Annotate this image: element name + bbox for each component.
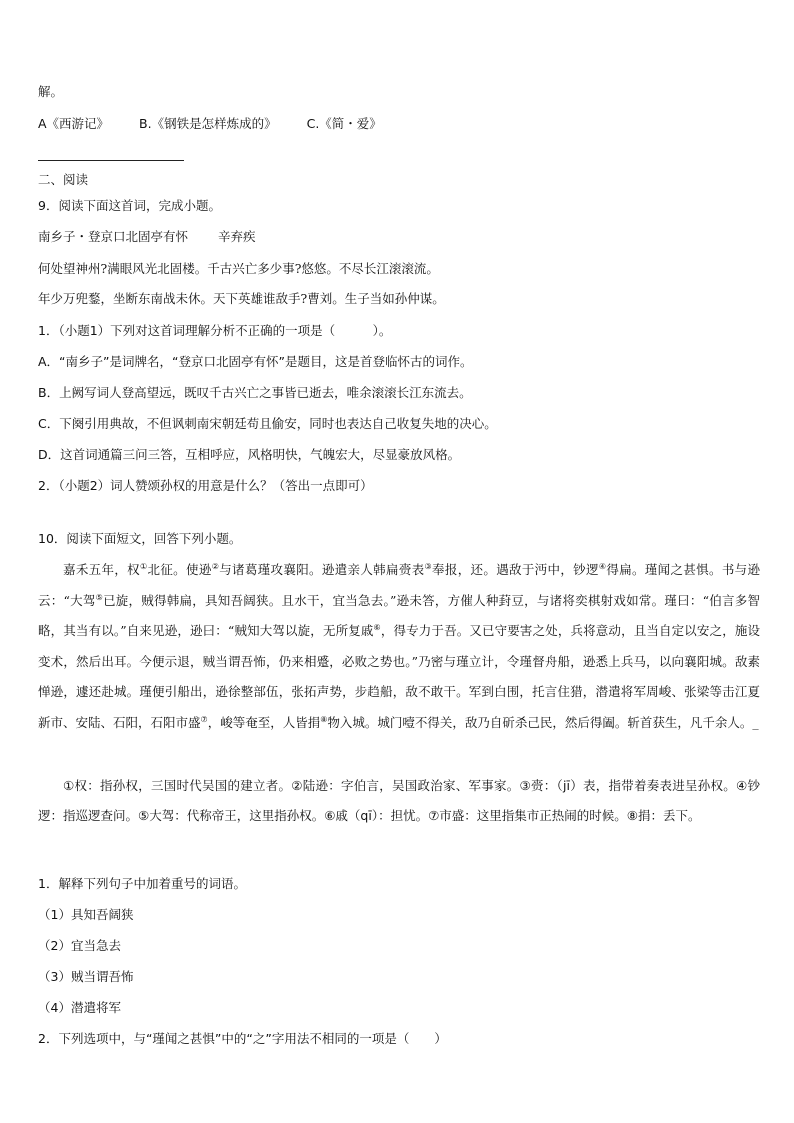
- q9-sub2: 2．（小题2）词人赞颂孙权的用意是什么？（答出一点即可）: [38, 478, 373, 493]
- q9-stem: 9．阅读下面这首词，完成小题。: [38, 198, 221, 213]
- poem-author: 辛弃疾: [217, 229, 256, 244]
- q9-option-d: D．这首词通篇三问三答，互相呼应，风格明快，气魄宏大，尽显豪放风格。: [38, 447, 461, 462]
- q10-item-3: （3）贼当谓吾怖: [38, 969, 134, 984]
- footnotes: ①权：指孙权，三国时代吴国的建立者。②陆逊：字伯言，吴国政治家、军事家。③赍：（jī）表，指带着奏表进呈孙权。④钞逻：指巡逻查问。⑤大驾：代称帝王，这里指孙权。⑥戚（qī）：担忧。⑦市盛：这里指集市正热闹的时候。⑧捐：丢下。: [38, 778, 760, 823]
- q9-option-b: B．上阙写词人登高望远，既叹千古兴亡之事皆已逝去，唯余滚滚长江东流去。: [38, 385, 472, 400]
- poem-heading: [38, 229, 256, 245]
- classical-passage: 嘉禾五年，权①北征。使逊②与诸葛瑾攻襄阳。逊遣亲人韩扁赍表③奉报，还。遇敌于沔中，钞逻④得扁。瑾闻之甚惧。书与逊云：“大驾⑤已旋，贼得韩扁，具知吾阔狭。且水干，宜当急去。”逊未答，方催人种葑豆，与诸将奕棋射戏如常。瑾曰：“伯言多智略，其当有以。”自来见逊，逊曰：“贼知大驾以旋，无所复戚⑥，得专力于吾。又已守要害之处，兵将意动，且当自定以安之，施设变术，然后出耳。今便示退，贼当谓吾怖，仍来相蹙，必败之势也。”乃密与瑾立计，令瑾督舟船，逊悉上兵马，以向襄阳城。敌素惮逊，遽还赴城。瑾便引船出，逊徐整部伍，张拓声势，步趋船，敌不敢干。军到白围，托言住猎，潜遣将军周峻、张梁等击江夏新市、安陆、石阳，石阳市盛⑦，峻等奄至，人皆捐⑧物入城。城门噎不得关，敌乃自斫杀己民，然后得阖。斩首获生，凡千余人。_: [38, 561, 761, 730]
- option-a: A《西游记》: [38, 116, 110, 131]
- q10-item-4: （4）潜遣将军: [38, 1000, 121, 1015]
- poem-line-2: 年少万兜鍪，坐断东南战未休。天下英雄谁敌手?曹刘。生子当如孙仲谋。: [38, 291, 445, 306]
- q10-item-1: （1）具知吾阔狭: [38, 907, 134, 922]
- poem-title: 南乡子・登京口北固亭有怀: [38, 229, 189, 244]
- option-b: B.《钢铁是怎样炼成的》: [139, 116, 277, 131]
- poem-line-1: 何处望神州?满眼风光北固楼。千古兴亡多少事?悠悠。不尽长江滚滚流。: [38, 261, 439, 276]
- q8-options: [38, 116, 408, 132]
- q9-option-a: A．“南乡子”是词牌名，“登京口北固亭有怀”是题目，这是首登临怀古的词作。: [38, 354, 473, 369]
- option-c: C.《简・爱》: [306, 116, 382, 131]
- q10-sub2: 2．下列选项中，与“瑾闻之甚惧”中的“之”字用法不相同的一项是（ ）: [38, 1031, 447, 1046]
- section-title: 二、阅读: [38, 172, 89, 187]
- q9-option-c: C．下阕引用典故，不但讽刺南宋朝廷苟且偷安，同时也表达自己收复失地的决心。: [38, 416, 497, 431]
- q10-stem: 10．阅读下面短文，回答下列小题。: [38, 531, 242, 546]
- q10-item-2: （2）宜当急去: [38, 938, 121, 953]
- fragment-text: 解。: [38, 84, 64, 99]
- divider-line: [38, 160, 184, 161]
- q10-sub1: 1．解释下列句子中加着重号的词语。: [38, 876, 246, 891]
- q9-sub1: 1．（小题1）下列对这首词理解分析不正确的一项是（ ）。: [38, 323, 392, 338]
